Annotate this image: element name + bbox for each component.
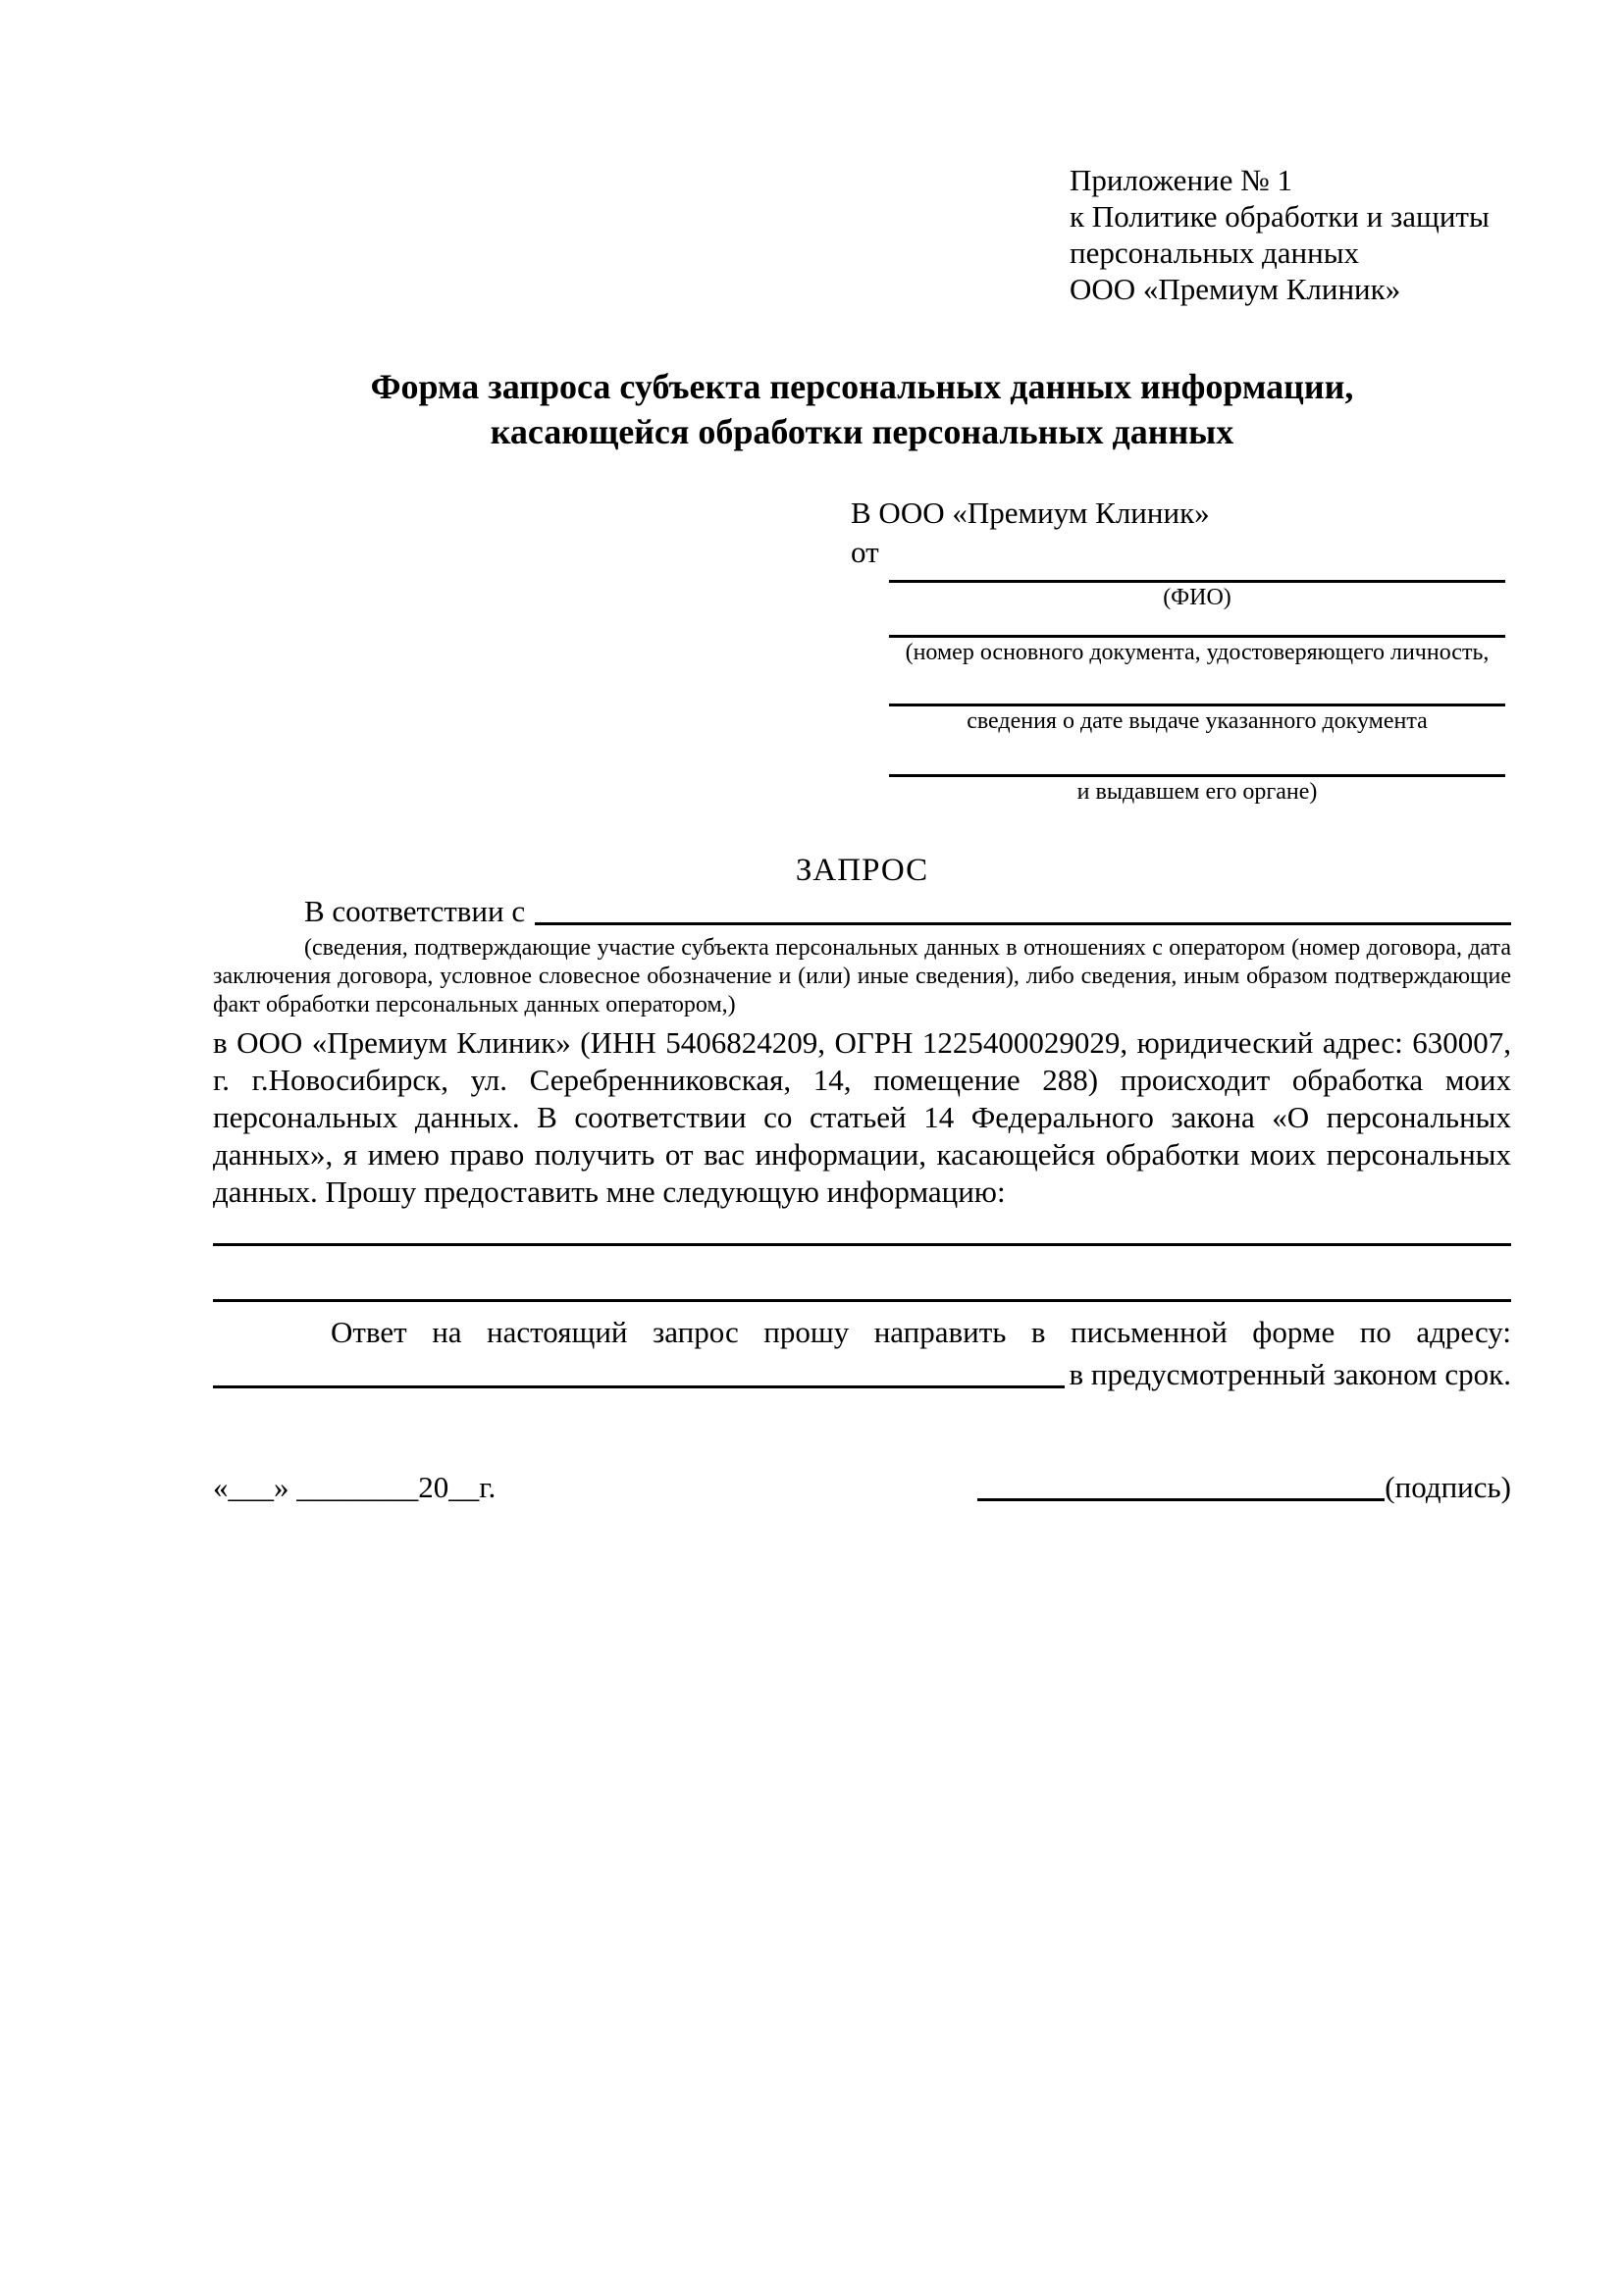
term-text: в предусмотренный законом срок. [1069, 1357, 1511, 1391]
date-blank: «___» ________20__г. [213, 1470, 497, 1504]
addressee-from: от [851, 535, 879, 569]
intro-fill-line [535, 922, 1511, 925]
signature-caption: (подпись) [1385, 1470, 1511, 1504]
signature-group [977, 1468, 1511, 1507]
form-title-line-1: Форма запроса субъекта персональных данных информации, [370, 367, 1354, 406]
info-fill-line-2 [213, 1246, 1511, 1302]
intro-text: В соответствии с [304, 894, 526, 928]
appendix-line: к Политике обработки и защиты [1070, 199, 1490, 234]
appendix-line: персональных данных [1070, 235, 1360, 270]
doc-number-caption: (номер основного документа, удостоверяющего личность, [905, 640, 1490, 665]
issue-date-caption: сведения о дате выдаче указанного документа [967, 708, 1428, 734]
intro-row [213, 892, 1511, 931]
address-fill-line [213, 1385, 1065, 1388]
fio-caption: (ФИО) [1163, 585, 1231, 610]
form-title [213, 364, 1511, 454]
request-heading: ЗАПРОС [795, 853, 929, 888]
appendix-block [1070, 162, 1511, 307]
signature-fill-line [977, 1498, 1385, 1501]
issuing-authority-caption: и выдавшем его органе) [1076, 779, 1318, 805]
form-title-line-2: касающейся обработки персональных данных [490, 412, 1234, 451]
answer-sentence: Ответ на настоящий запрос прошу направить в письменной форме по адресу: [331, 1315, 1511, 1349]
appendix-line: ООО «Премиум Клиник» [1070, 272, 1401, 306]
details-caption: (сведения, подтверждающие участие субъекта персональных данных в отношениях с оператором (номер договора, дата заключения договора, условное словесное обозначение и (или) иные сведения), либо сведения, иным образом подтверждающие факт обработки персональных данных оператором,) [213, 935, 1511, 1018]
info-fill-line-1 [213, 1211, 1511, 1246]
addressee-to: В ООО «Премиум Клиник» [851, 496, 1210, 530]
request-body: в ООО «Премиум Клиник» (ИНН 5406824209, ОГРН 1225400029029, юридический адрес: 630007, г. г.Новосибирск, ул. Серебренниковская, 14, помещение 288) происходит обработка моих персональных данных. В соответствии со статьей 14 Федерального закона «О персональных данных», я имею право получить от вас информации, касающейся обработки моих персональных данных. Прошу предоставить мне следующую информацию: [213, 1025, 1511, 1209]
appendix-line: Приложение № 1 [1070, 163, 1292, 197]
address-row [213, 1355, 1511, 1394]
footer-row [213, 1468, 1511, 1507]
addressee-block [851, 494, 1511, 808]
